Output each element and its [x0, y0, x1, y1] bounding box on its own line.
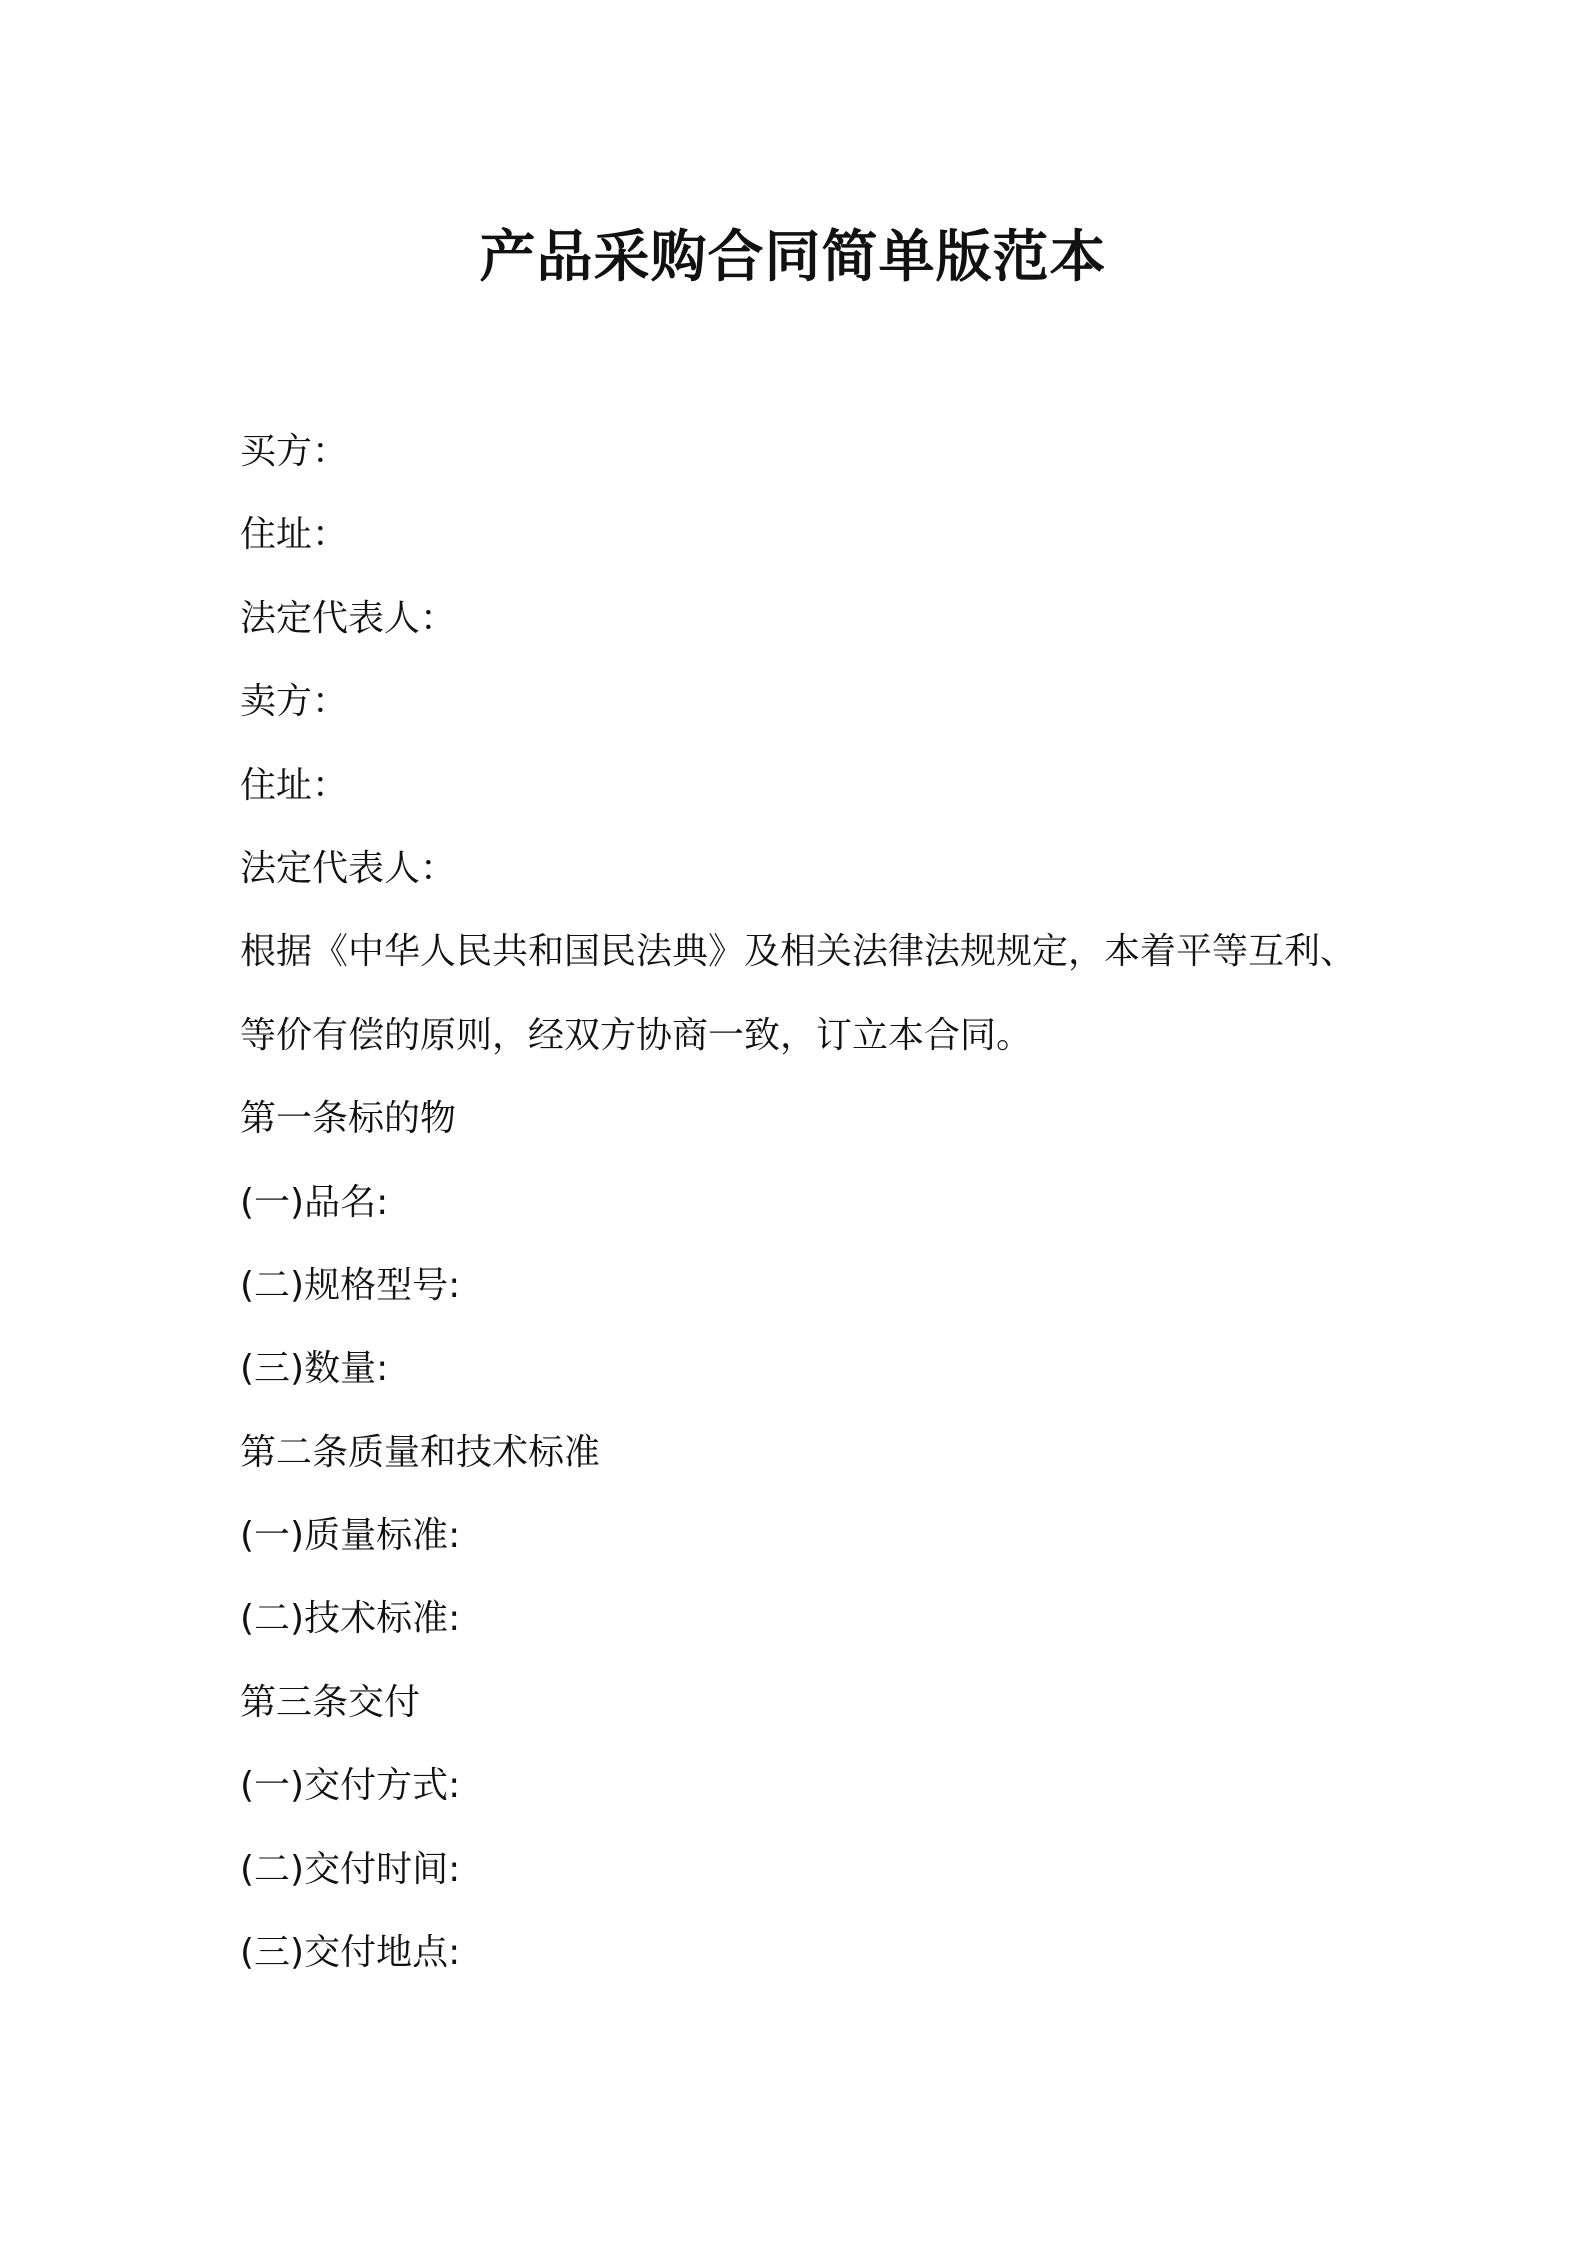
- document-body: [240, 410, 1370, 1994]
- document-title: 产品采购合同简单版范本: [479, 225, 1107, 290]
- article-3-item-1: (一)交付方式:: [240, 1765, 461, 1807]
- article-2-heading: 第二条质量和技术标准: [240, 1431, 601, 1473]
- article-3-item-2: (二)交付时间:: [240, 1848, 461, 1890]
- seller-address-label: 住址：: [240, 764, 349, 806]
- seller-label: 卖方：: [240, 681, 349, 723]
- article-1-item-1: (一)品名:: [240, 1181, 389, 1223]
- article-3-item-3: (三)交付地点:: [240, 1932, 461, 1974]
- seller-legal-representative-label: 法定代表人：: [240, 847, 457, 889]
- article-2-item-2: (二)技术标准:: [240, 1598, 461, 1640]
- article-1-item-2: (二)规格型号:: [240, 1264, 461, 1306]
- article-2-item-1: (一)质量标准:: [240, 1515, 461, 1557]
- buyer-label: 买方：: [240, 431, 349, 472]
- article-1-item-3: (三)数量:: [240, 1348, 389, 1390]
- buyer-address-label: 住址：: [240, 514, 349, 556]
- preamble-line-1: 根据《中华人民共和国民法典》及相关法律法规规定，本着平等互利、: [240, 931, 1357, 973]
- article-3-heading: 第三条交付: [240, 1681, 421, 1723]
- preamble-line-2: 等价有偿的原则，经双方协商一致，订立本合同。: [240, 1014, 1033, 1056]
- article-1-heading: 第一条标的物: [240, 1098, 457, 1140]
- buyer-legal-representative-label: 法定代表人：: [240, 597, 457, 639]
